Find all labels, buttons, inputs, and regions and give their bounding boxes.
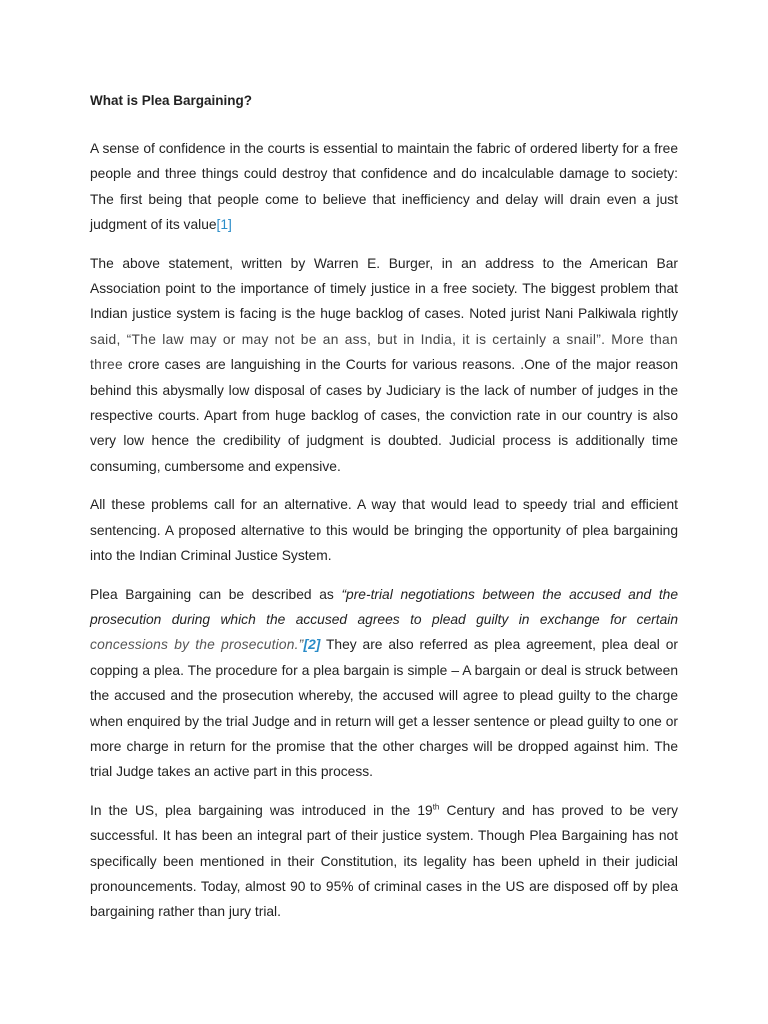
document-title: What is Plea Bargaining?	[90, 93, 253, 108]
paragraph-4-rest: They are also referred as plea agreement, plea deal or copping a plea. The procedure for a plea bargain is simple – A bargain or deal is struck between the accused and the prosecution whereby, the accused will agree to plead guilty to the charge when enquired by the trial Judge and in return will get a lesser sentence or plead guilty to one or more charge in return for the promise that the other charges will be dropped against him. The trial Judge takes an active part in this process.	[90, 637, 678, 780]
paragraph-2	[90, 251, 678, 480]
paragraph-2-quote: said, “The law may or may not be an ass, but in India, it is certainly a snail”. More than three	[90, 331, 678, 373]
paragraph-4-quote-b: concessions by the prosecution.”	[90, 637, 304, 653]
paragraph-5-text-a: In the US, plea bargaining was introduced in the 19	[90, 802, 433, 818]
paragraph-3	[90, 492, 678, 568]
paragraph-4-quote-a: “pre-trial negotiations between the accused and the prosecution during which the accused agrees to plead guilty in exchange for certain	[90, 586, 678, 627]
paragraph-5	[90, 798, 678, 925]
paragraph-1-text: A sense of confidence in the courts is essential to maintain the fabric of ordered liberty for a free people and three things could destroy that confidence and do incalculable damage to society: The first being that people come to believe that inefficiency and delay will drain even a just judgment of its value	[90, 141, 678, 233]
paragraph-2-text-c: crore cases are languishing in the Courts for various reasons. .One of the major reason behind this abysmally low disposal of cases by Judiciary is the lack of number of judges in the respective courts. Apart from huge backlog of cases, the conviction rate in our country is also very low hence the credibility of judgment is doubted. Judicial process is additionally time consuming, cumbersome and expensive.	[90, 357, 678, 474]
document-body	[90, 88, 678, 938]
paragraph-3-text: All these problems call for an alternative. A way that would lead to speedy trial and efficient sentencing. A proposed alternative to this would be bringing the opportunity of plea bargaining into the Indian Criminal Justice System.	[90, 497, 678, 564]
paragraph-1	[90, 136, 678, 238]
paragraph-4-lead: Plea Bargaining can be described as	[90, 586, 342, 602]
footnote-link-2[interactable]: [2]	[303, 637, 321, 653]
ordinal-superscript: th	[432, 802, 440, 812]
paragraph-2-text-a: The above statement, written by Warren E. Burger, in an address to the American Bar Association point to the importance of timely justice in a free society. The biggest problem that Indian justice system is facing is the huge backlog of cases. Noted jurist Nani Palkiwala rightly	[90, 255, 678, 322]
paragraph-4	[90, 582, 678, 785]
footnote-link-1[interactable]: [1]	[216, 217, 232, 233]
paragraph-5-text-b: Century and has proved to be very successful. It has been an integral part of their justice system. Though Plea Bargaining has not specifically been mentioned in their Constitution, its legality has been upheld in their judicial pronouncements. Today, almost 90 to 95% of criminal cases in the US are disposed off by plea bargaining rather than jury trial.	[90, 802, 679, 920]
